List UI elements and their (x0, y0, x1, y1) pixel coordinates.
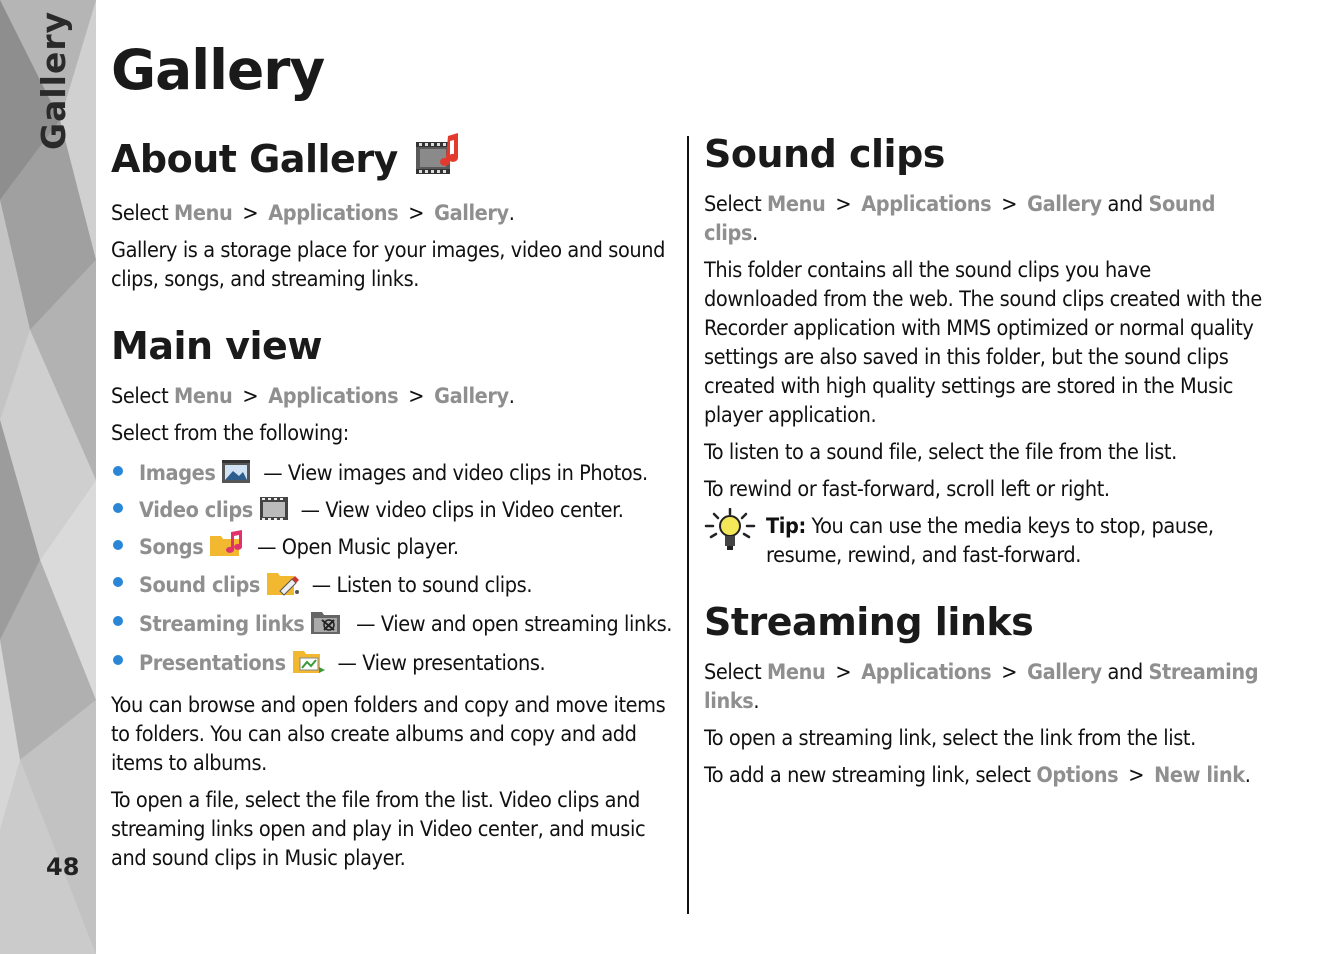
tip-text (766, 512, 1269, 570)
page-number: 48 (46, 853, 80, 881)
list-item-images (111, 456, 676, 492)
options-link[interactable]: Options (1036, 763, 1119, 788)
column-divider (687, 136, 689, 914)
images-link[interactable]: Images (139, 461, 216, 486)
menu-link[interactable]: Menu (767, 192, 826, 217)
sound-clips-para-2: To listen to a sound file, select the file from the list. (704, 440, 1177, 465)
para-2-prefix: To add a new streaming link, select (704, 763, 1031, 788)
section-heading-main-view: Main view (111, 324, 322, 368)
section-heading-sound-clips: Sound clips (704, 132, 945, 176)
gallery-link[interactable]: Gallery (434, 384, 509, 409)
streaming-links-para-1: To open a streaming link, select the link from the list. (704, 726, 1196, 751)
list-item-video-clips (111, 493, 676, 529)
streaming-links-path (704, 658, 1269, 716)
path-separator: > (1001, 192, 1018, 217)
video-clips-icon (259, 493, 289, 529)
path-separator: > (1001, 660, 1018, 685)
about-body: Gallery is a storage place for your images, video and sound clips, songs, and streaming links. (111, 238, 666, 292)
sound-clips-link[interactable]: Sound clips (704, 192, 1216, 246)
path-separator: > (242, 201, 259, 226)
left-column (111, 132, 676, 881)
sidebar (0, 0, 96, 954)
para-2-suffix: . (1244, 763, 1251, 788)
path-separator: > (835, 660, 852, 685)
path-suffix: . (508, 201, 515, 226)
path-prefix: Select (704, 660, 762, 685)
path-separator: > (242, 384, 259, 409)
lightbulb-icon (704, 508, 756, 556)
sound-clips-link[interactable]: Sound clips (139, 573, 261, 598)
streaming-links-link[interactable]: Streaming links (139, 612, 305, 637)
path-suffix: . (752, 221, 758, 246)
sound-clips-desc: — Listen to sound clips. (306, 573, 533, 598)
list-item-presentations (111, 645, 676, 683)
tip-body: You can use the media keys to stop, pause, resume, rewind, and fast-forward. (766, 514, 1214, 568)
path-separator: > (408, 384, 425, 409)
gallery-film-music-icon (414, 132, 462, 185)
main-view-para-2: To open a file, select the file from the list. Video clips and streaming links open and play in Video center, and music and sound clips in Music player. (111, 788, 646, 871)
path-and: and (1107, 192, 1143, 217)
menu-link[interactable]: Menu (174, 201, 233, 226)
main-view-intro: Select from the following: (111, 421, 349, 446)
presentations-desc: — View presentations. (331, 651, 546, 676)
path-separator: > (1128, 763, 1145, 788)
songs-icon (209, 530, 245, 566)
gallery-link[interactable]: Gallery (1027, 192, 1102, 217)
video-clips-link[interactable]: Video clips (139, 498, 253, 523)
applications-link[interactable]: Applications (268, 384, 399, 409)
main-view-path (111, 382, 676, 411)
path-and: and (1107, 660, 1143, 685)
new-link-link[interactable]: New link (1154, 763, 1245, 788)
path-prefix: Select (111, 384, 169, 409)
list-item-songs (111, 530, 676, 566)
applications-link[interactable]: Applications (861, 660, 992, 685)
presentations-icon (292, 645, 326, 683)
images-desc: — View images and video clips in Photos. (257, 461, 648, 486)
main-view-list (111, 456, 676, 683)
presentations-link[interactable]: Presentations (139, 651, 286, 676)
page-title: Gallery (111, 38, 325, 102)
songs-desc: — Open Music player. (251, 535, 459, 560)
streaming-links-desc: — View and open streaming links. (350, 612, 673, 637)
path-prefix: Select (111, 201, 169, 226)
applications-link[interactable]: Applications (268, 201, 399, 226)
list-item-streaming-links (111, 606, 676, 644)
tip-block (704, 512, 1269, 578)
path-separator: > (835, 192, 852, 217)
path-suffix: . (508, 384, 515, 409)
sound-clips-path (704, 190, 1269, 248)
right-column (704, 132, 1269, 798)
section-heading-about (111, 132, 676, 185)
gallery-link[interactable]: Gallery (434, 201, 509, 226)
path-prefix: Select (704, 192, 762, 217)
main-view-para-1: You can browse and open folders and copy and move items to folders. You can also create albums and copy and add items to albums. (111, 693, 666, 776)
video-clips-desc: — View video clips in Video center. (294, 498, 624, 523)
sidebar-section-label: Gallery (34, 10, 73, 150)
about-heading-text: About Gallery (111, 136, 398, 181)
songs-link[interactable]: Songs (139, 535, 204, 560)
about-path (111, 199, 676, 228)
section-heading-streaming-links: Streaming links (704, 600, 1034, 644)
path-separator: > (408, 201, 425, 226)
images-icon (221, 456, 251, 492)
list-item-sound-clips (111, 567, 676, 605)
tip-label: Tip: (766, 514, 806, 539)
sound-clips-icon (266, 567, 300, 605)
path-suffix: . (753, 689, 760, 714)
gallery-link[interactable]: Gallery (1027, 660, 1102, 685)
sound-clips-para-1: This folder contains all the sound clips you have downloaded from the web. The sound clips created with the Recorder application with MMS optimized or normal quality settings are also saved in this folder, but the sound clips created with high quality settings are stored in the Music player application. (704, 258, 1262, 428)
menu-link[interactable]: Menu (174, 384, 233, 409)
applications-link[interactable]: Applications (861, 192, 992, 217)
streaming-links-link[interactable]: Streaming links (704, 660, 1259, 714)
streaming-links-icon (310, 606, 344, 644)
streaming-links-para-2 (704, 761, 1269, 790)
menu-link[interactable]: Menu (767, 660, 826, 685)
sound-clips-para-3: To rewind or fast-forward, scroll left or right. (704, 477, 1110, 502)
